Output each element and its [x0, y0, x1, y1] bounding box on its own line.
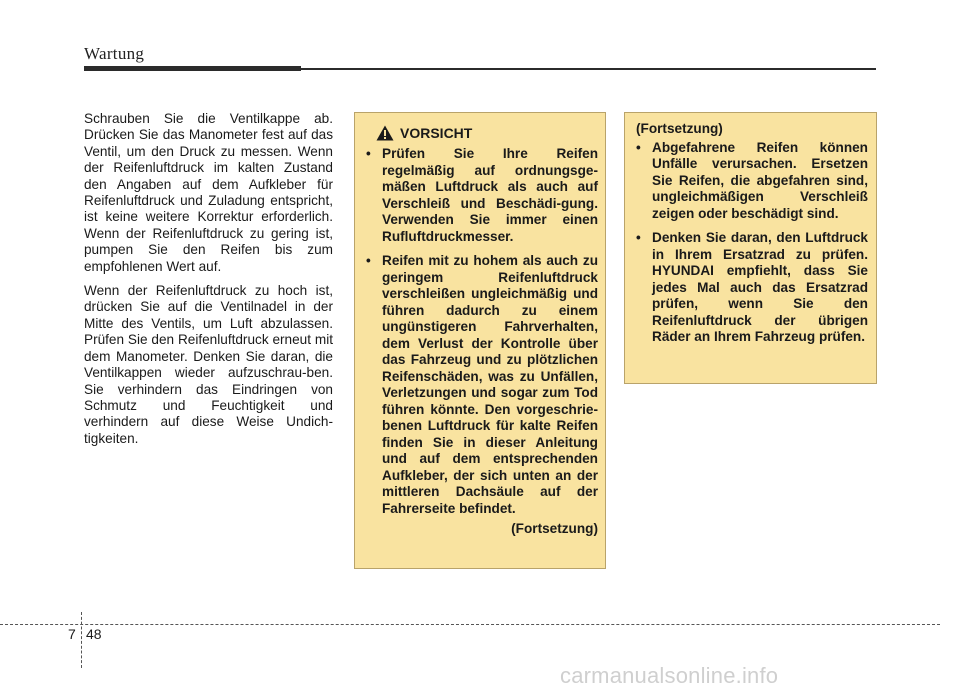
caution-heading	[376, 125, 598, 141]
continuation-item	[636, 230, 868, 346]
continuation-item	[636, 140, 868, 223]
caution-list	[366, 146, 598, 517]
continuation-heading: (Fortsetzung)	[636, 121, 723, 136]
bullet: •	[366, 146, 371, 161]
header-rule-thin	[301, 68, 876, 70]
continuation-item-text: Abgefahrene Reifen können Unfälle verursachen. Ersetzen Sie Reifen, die abgefahren sind, ungleichmäßigen Verschleiß zeigen oder beschädigt sind.	[652, 139, 868, 221]
bullet: •	[636, 139, 641, 155]
page-number: 48	[86, 626, 102, 642]
caution-continued-label: (Fortsetzung)	[511, 521, 598, 536]
caution-item	[366, 253, 598, 517]
chapter-number: 7	[68, 626, 76, 642]
continuation-list	[636, 140, 868, 346]
bullet: •	[366, 253, 371, 268]
watermark-text: carmanualsonline.info	[560, 663, 779, 688]
header-rule-thick	[84, 66, 301, 71]
footer-dashed-rule	[0, 624, 940, 625]
continuation-item-text: Denken Sie daran, den Luftdruck in Ihrem Ersatzrad zu prüfen. HYUNDAI empfiehlt, dass Sie jedes Mal auch das Ersatzrad prüfen, wenn Sie den Reifenluftdruck der übrigen Räder an Ihrem Fahrzeug prüfen.	[652, 230, 868, 344]
caution-box	[354, 112, 606, 569]
body-paragraph: Wenn der Reifenluftdruck zu hoch ist, drücken Sie auf die Ventilnadel in der Mitte des Ventils, um Luft abzulassen. Prüfen Sie den Reifenluftdruck erneut mit dem Manometer. Denken Sie daran, die Ventilkappen wieder aufzuschrau-ben. Sie verhindern das Eindringen von Schmutz und Feuchtigkeit und verhindern auf diese Weise Undich-tigkeiten.	[84, 283, 333, 446]
caution-item-text: Reifen mit zu hohem als auch zu geringem Reifenluftdruck verschleißen ungleichmäßig und führen dadurch zu einem ungünstigeren Fahrverhalten, dem Verlust der Kontrolle über das Fahrzeug und zu plötzlichen Reifenschäden, was zu Unfällen, Verletzungen und sogar zum Tod führen könnte. Den vorgeschrie-benen Luftdruck für kalte Reifen finden Sie in dieser Anleitung und auf dem entsprechenden Aufkleber, der sich unten an der mittleren Dachsäule auf der Fahrerseite befindet.	[382, 253, 598, 516]
warning-triangle-icon	[376, 125, 394, 141]
continuation-box	[624, 112, 877, 384]
caution-item-text: Prüfen Sie Ihre Reifen regelmäßig auf ordnungsge-mäßen Luftdruck als auch auf Verschleiß und Beschädi-gung. Verwenden Sie immer einen Rufluftdruckmesser.	[382, 146, 598, 244]
body-text-column	[84, 111, 333, 455]
body-paragraph: Schrauben Sie die Ventilkappe ab. Drücken Sie das Manometer fest auf das Ventil, um den Druck zu messen. Wenn der Reifenluftdruck im kalten Zustand den Angaben auf dem Aufkleber für Reifenluftdruck und Zuladung entspricht, ist keine weitere Korrektur erforderlich. Wenn der Reifenluftdruck zu gering ist, pumpen Sie den Reifen bis zum empfohlenen Wert auf.	[84, 111, 333, 274]
caution-item	[366, 146, 598, 245]
page-header-title: Wartung	[84, 44, 145, 63]
footer-dashed-divider	[81, 612, 82, 668]
bullet: •	[636, 230, 641, 245]
caution-title: VORSICHT	[400, 125, 473, 141]
